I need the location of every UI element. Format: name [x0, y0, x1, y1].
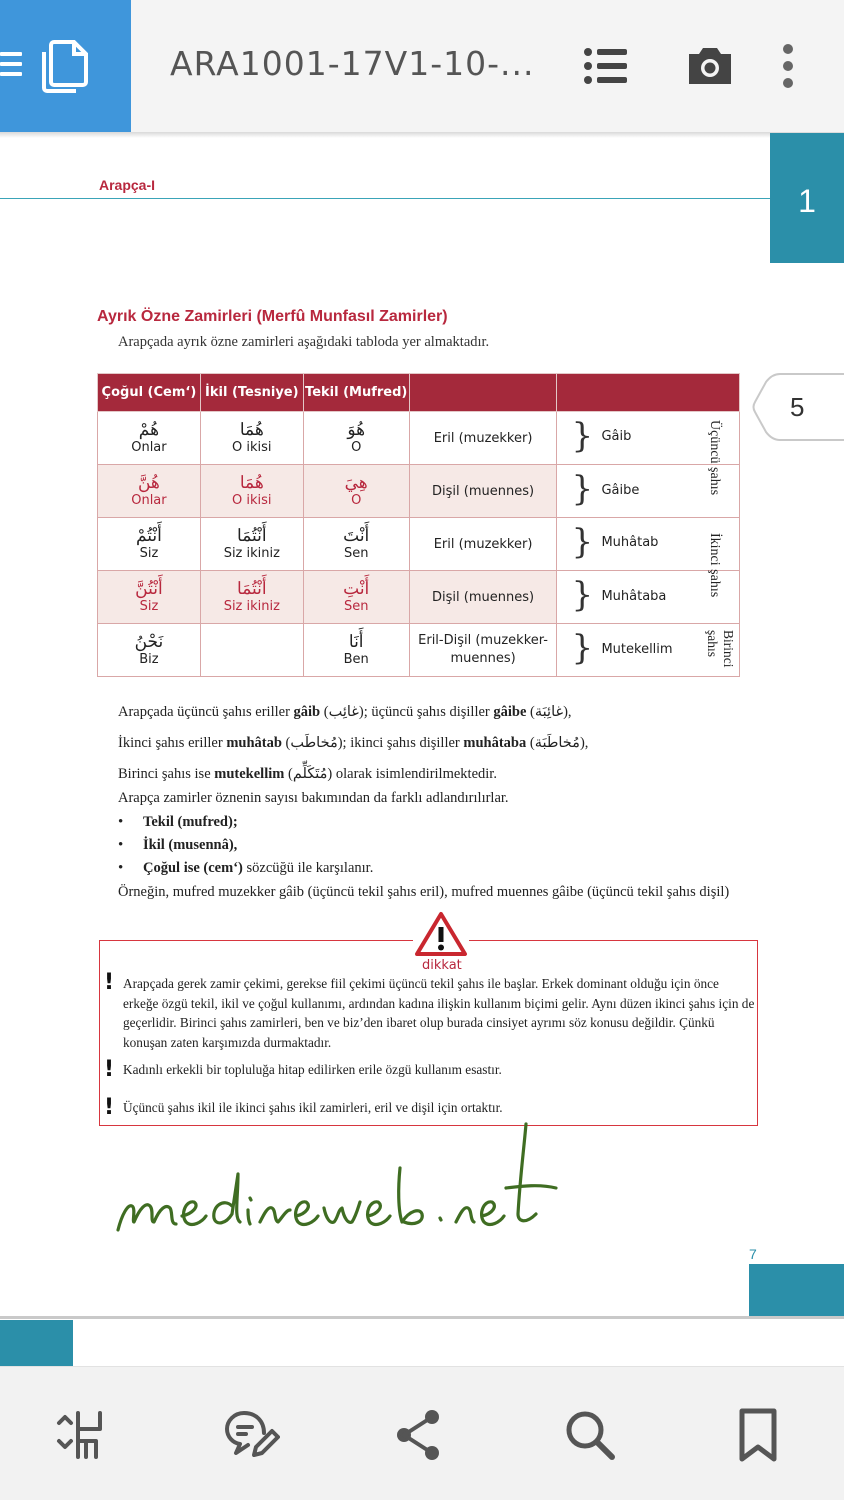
list-item: • Çoğul ise (cem‘) sözcüğü ile karşılanır.	[118, 860, 373, 883]
camera-icon[interactable]	[684, 40, 736, 92]
side-label-first-person: Birinci şahıs	[705, 630, 736, 668]
side-label-third-person: Üçüncü şahıs	[707, 420, 722, 496]
warning-icon	[413, 910, 469, 960]
table-cell: هُوَ O	[303, 412, 409, 465]
table-cell: هُمَا O ikisi	[200, 465, 303, 518]
sidebar-toggle-area[interactable]	[0, 0, 131, 132]
table-cell-person: } Gâib	[557, 412, 740, 465]
menu-icon[interactable]	[0, 52, 22, 78]
list-item: • Tekil (mufred);	[118, 814, 373, 837]
handwritten-signature	[110, 1118, 570, 1238]
table-cell: هُمْ Onlar	[98, 412, 201, 465]
table-cell: أَنْتُمَا Siz ikiniz	[200, 518, 303, 571]
table-cell-gender: Eril (muzekker)	[409, 412, 557, 465]
page-layout-icon[interactable]	[54, 1407, 110, 1463]
table-cell: أَنْتَ Sen	[303, 518, 409, 571]
outline-list-icon[interactable]	[580, 40, 632, 92]
more-vert-icon[interactable]	[762, 40, 814, 92]
table-cell-person: } Muhâtab	[557, 518, 740, 571]
table-cell: هُمَا O ikisi	[200, 412, 303, 465]
table-cell-gender: Eril-Dişil (muzekker-muennes)	[409, 624, 557, 677]
footer-bar	[749, 1264, 844, 1316]
table-header-row	[98, 374, 740, 412]
warning-caption: dikkat	[422, 958, 462, 973]
table-cell: أَنْتُمَا Siz ikiniz	[200, 571, 303, 624]
running-header: Arapça-I	[99, 177, 156, 193]
chapter-tab: 1	[770, 133, 844, 263]
list-item: • İkil (musennâ),	[118, 837, 373, 860]
next-page-tab	[0, 1320, 73, 1366]
paragraph-number-intro: Arapça zamirler öznenin sayısı bakımından da farklı adlandırılırlar.	[118, 790, 509, 806]
exclamation-icon: !	[104, 970, 115, 995]
table-cell-gender: Eril (muzekker)	[409, 518, 557, 571]
number-bullet-list	[118, 814, 373, 883]
table-cell-person: } Gâibe	[557, 465, 740, 518]
table-cell-person: } Mutekellim	[557, 624, 740, 677]
paragraph-second-person: İkinci şahıs eriller muhâtab (مُخاطَب); ikinci şahıs dişiller muhâtaba (مُخاطَبَة),	[118, 735, 589, 751]
document-icon[interactable]	[40, 38, 92, 94]
table-cell-gender: Dişil (muennes)	[409, 465, 557, 518]
col-header-gender	[409, 374, 557, 412]
col-header-person	[557, 374, 740, 412]
header-rule	[0, 198, 772, 199]
paragraph-third-person: Arapçada üçüncü şahıs eriller gâib (غائِب); üçüncü şahıs dişiller gâibe (غائِبَة),	[118, 704, 572, 720]
warning-item: Kadınlı erkekli bir topluluğa hitap edilirken erile özgü kullanım esastır.	[123, 1062, 502, 1077]
table-cell	[200, 624, 303, 677]
exclamation-icon: !	[104, 1095, 115, 1120]
comment-edit-icon[interactable]	[224, 1407, 280, 1463]
side-label-second-person: İkinci şahıs	[707, 533, 722, 598]
warning-item: Arapçada gerek zamir çekimi, gerekse fiil çekimi üçüncü tekil şahıs ile başlar. Erkek dominant olduğu için önce erkeğe özgü tekil, ikil ve çoğul kullanımı, ardından kadına ilişkin kullanım biçimi gelir. Aynı düzen ikinci şahıs için de geçerlidir. Birinci şahıs zamirleri, ben ve biz’den ibaret olup burada cinsiyet ayrımı söz konusu değildir. Çünkü konuşan zaten karşımızda durmaktadır.	[123, 976, 755, 1050]
table-cell-gender: Dişil (muennes)	[409, 571, 557, 624]
table-cell: أَنْتُمْ Siz	[98, 518, 201, 571]
page-number: 7	[749, 1246, 757, 1262]
section-intro: Arapçada ayrık özne zamirleri aşağıdaki tabloda yer almaktadır.	[118, 334, 490, 350]
search-icon[interactable]	[562, 1407, 618, 1463]
table-row	[98, 624, 740, 677]
page-indicator-number: 5	[790, 392, 805, 422]
toolbar-shadow	[0, 132, 844, 138]
table-cell: أَنْتِ Sen	[303, 571, 409, 624]
table-cell: أَنَا Ben	[303, 624, 409, 677]
table-cell-person: } Muhâtaba	[557, 571, 740, 624]
col-header-singular: Tekil (Mufred)	[303, 374, 409, 412]
table-cell: أَنْتُنَّ Siz	[98, 571, 201, 624]
page-separator	[0, 1316, 844, 1319]
table-row	[98, 412, 740, 465]
pronoun-table	[97, 373, 740, 677]
share-icon[interactable]	[392, 1407, 448, 1463]
table-cell: نَحْنُ Biz	[98, 624, 201, 677]
document-title: ARA1001-17V1-10-...	[170, 44, 535, 83]
section-title: Ayrık Özne Zamirleri (Merfû Munfasıl Zamirler)	[97, 308, 448, 325]
table-cell: هُنَّ Onlar	[98, 465, 201, 518]
table-row	[98, 465, 740, 518]
warning-item: Üçüncü şahıs ikil ile ikinci şahıs ikil zamirleri, eril ve dişil için ortaktır.	[123, 1100, 503, 1115]
table-cell: هِيَ O	[303, 465, 409, 518]
table-row	[98, 571, 740, 624]
top-app-bar	[0, 0, 844, 132]
exclamation-icon: !	[104, 1057, 115, 1082]
col-header-plural: Çoğul (Cem‘)	[98, 374, 201, 412]
col-header-dual: İkil (Tesniye)	[200, 374, 303, 412]
paragraph-example: Örneğin, mufred muzekker gâib (üçüncü tekil şahıs eril), mufred muennes gâibe (üçüncü tekil şahıs dişil)	[118, 884, 730, 900]
bookmark-icon[interactable]	[730, 1407, 786, 1463]
paragraph-first-person: Birinci şahıs ise mutekellim (مُتَكَلِّم) olarak isimlendirilmektedir.	[118, 766, 497, 782]
table-row	[98, 518, 740, 571]
